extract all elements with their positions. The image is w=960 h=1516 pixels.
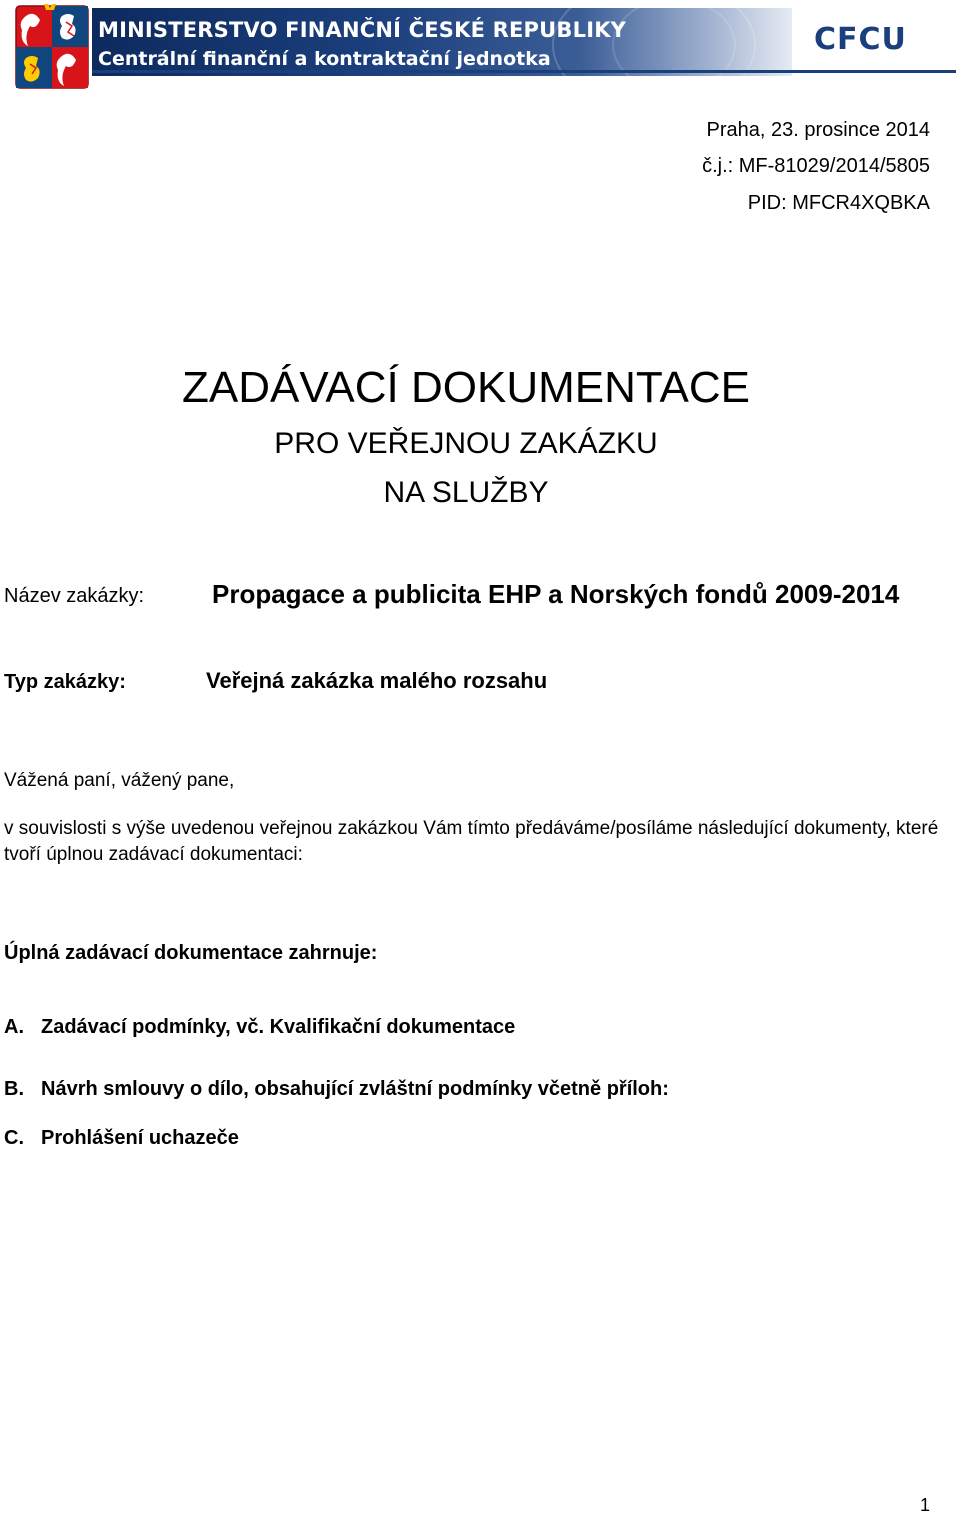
czech-coat-of-arms-icon	[14, 4, 90, 90]
greeting: Vážená paní, vážený pane,	[4, 770, 235, 791]
order-name-value: Propagace a publicita EHP a Norských fondů 2009-2014	[212, 579, 900, 609]
document-header	[14, 4, 956, 90]
intro-paragraph: v souvislosti s výše uvedenou veřejnou zakázkou Vám tímto předáváme/posíláme následující dokumenty, které tvoří úplnou zadávací dokumentaci:	[4, 818, 939, 865]
list-heading: Úplná zadávací dokumentace zahrnuje:	[4, 942, 378, 964]
list-item-text: Návrh smlouvy o dílo, obsahující zvláštní podmínky včetně příloh:	[41, 1078, 669, 1100]
ministry-name: MINISTERSTVO FINANČNÍ ČESKÉ REPUBLIKY	[98, 18, 627, 42]
list-item-letter: C.	[4, 1127, 24, 1149]
document-subtitle: PRO VEŘEJNOU ZAKÁZKU	[274, 427, 658, 460]
cfcu-logo: CFCU	[814, 22, 907, 57]
list-item-letter: A.	[4, 1016, 24, 1038]
file-number: č.j.: MF-81029/2014/5805	[702, 155, 930, 177]
list-item	[4, 1125, 239, 1151]
banner-decoration	[612, 8, 736, 76]
document-title: ZADÁVACÍ DOKUMENTACE	[182, 363, 750, 412]
order-type-value: Veřejná zakázka malého rozsahu	[206, 668, 548, 693]
document-subtitle-service: NA SLUŽBY	[383, 476, 549, 509]
place-and-date: Praha, 23. prosince 2014	[706, 119, 930, 141]
list-item	[4, 1076, 669, 1102]
ministry-banner	[92, 8, 792, 76]
order-name-label: Název zakázky:	[4, 585, 145, 607]
list-item-text: Prohlášení uchazeče	[41, 1127, 239, 1149]
order-type-label: Typ zakázky:	[4, 671, 126, 693]
unit-name: Centrální finanční a kontraktační jednotka	[98, 48, 551, 70]
page-number: 1	[919, 1495, 930, 1515]
list-item-text: Zadávací podmínky, vč. Kvalifikační dokumentace	[41, 1016, 516, 1038]
list-item-letter: B.	[4, 1078, 24, 1100]
pid-number: PID: MFCR4XQBKA	[747, 192, 930, 214]
header-divider	[92, 70, 956, 73]
list-item	[4, 1014, 515, 1040]
